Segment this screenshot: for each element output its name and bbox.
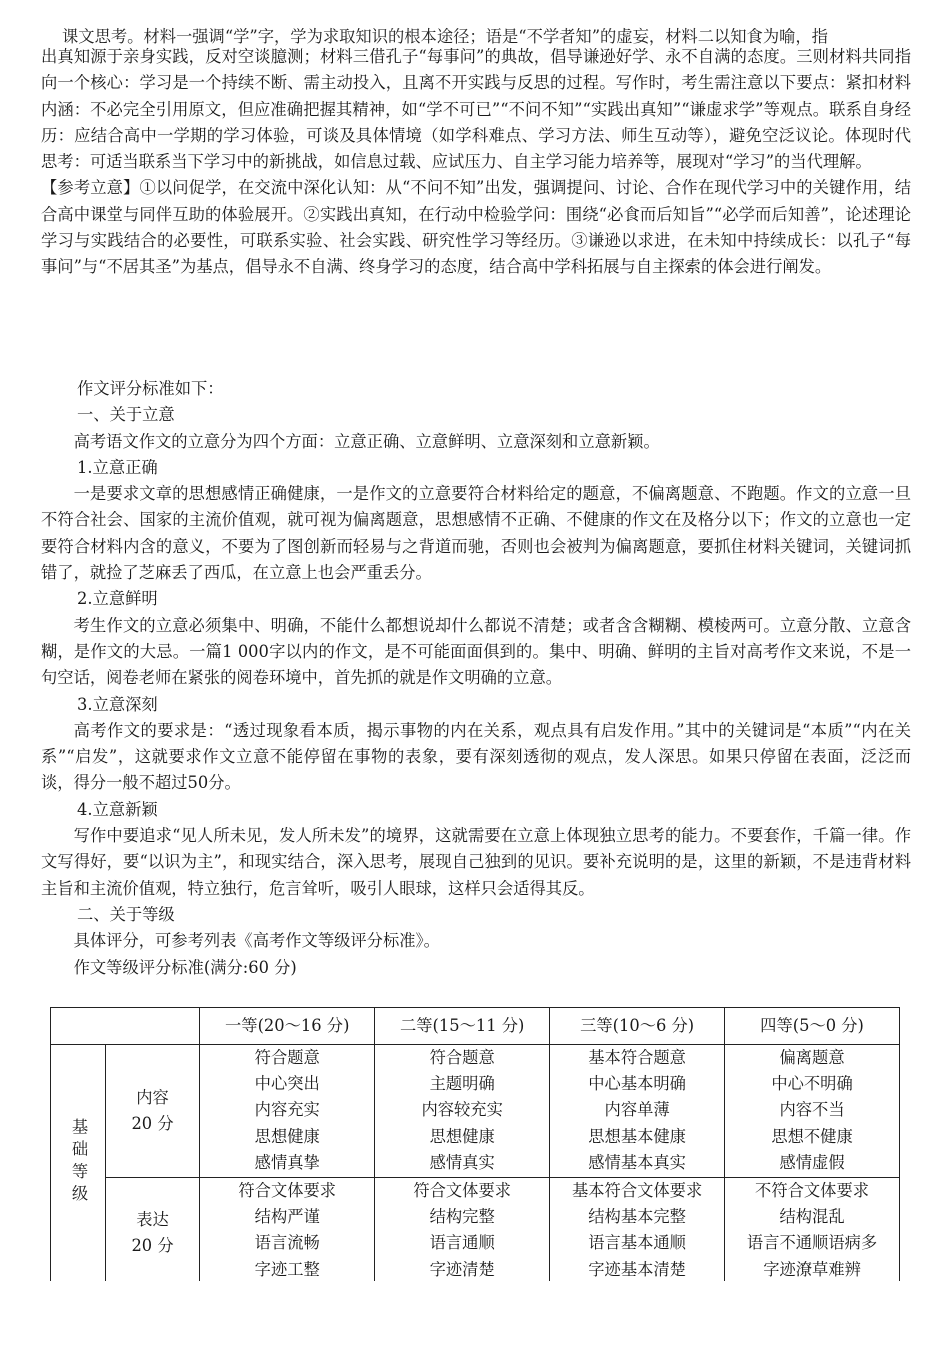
- criterion: 符合题意: [254, 1048, 320, 1067]
- criterion: 字迹清楚: [429, 1259, 495, 1279]
- group-label: 基础等级: [69, 1117, 88, 1207]
- cut-off-line: 课文思考。材料一强调“学”字，学为求取知识的根本途径；语是“不学者知”的虚妄，材料二以知食为喻，指: [62, 27, 828, 46]
- subsection-heading: 3.立意深刻: [77, 694, 158, 714]
- table-cell: [550, 1045, 725, 1178]
- section-body: 具体评分，可参考列表《高考作文等级评分标准》。: [73, 931, 440, 951]
- criterion: 感情真实: [429, 1152, 495, 1172]
- section-heading: 一、关于立意: [77, 405, 175, 425]
- criterion: 内容较充实: [421, 1100, 503, 1120]
- subsection-heading: 1.立意正确: [77, 457, 158, 477]
- criterion: 基本符合题意: [588, 1048, 686, 1067]
- criterion: 字迹工整: [254, 1259, 320, 1279]
- page-bottom-area: [0, 1281, 950, 1350]
- criterion: 中心基本明确: [588, 1074, 686, 1094]
- grading-title: 作文评分标准如下：: [77, 379, 224, 398]
- table-cell: [200, 1178, 375, 1289]
- row-score: 20 分: [131, 1236, 174, 1255]
- subsection-heading: 2.立意鲜明: [77, 589, 158, 609]
- group-label-cell: [51, 1045, 106, 1289]
- table-cell: [725, 1178, 900, 1289]
- table-header-cell: 一等(20～16 分): [200, 1008, 375, 1045]
- table-cell: [550, 1178, 725, 1289]
- reference-ideas-paragraph: 【参考立意】①以问促学，在交流中深化认知：从“不问不知”出发，强调提问、讨论、合作在现代学习中的关键作用，结合高中课堂与同伴互助的体验展开。②实践出真知，在行动中检验学问：围绕“必食而后知旨”“必学而后知善”，论述理论学习与实践结合的必要性，可联系实验、社会实践、研究性学习等经历。③谦逊以求进，在未知中持续成长：以孔子“每事问”与“不居其圣”为基点，倡导永不自满、终身学习的态度，结合高中学科拓展与自主探索的体会进行阐发。: [41, 178, 911, 277]
- criterion: 偏离题意: [779, 1048, 845, 1067]
- row-label-cell: [105, 1178, 199, 1289]
- criterion: 思想健康: [429, 1126, 495, 1146]
- criterion: 语言流畅: [254, 1233, 320, 1253]
- grading-table: [50, 1007, 900, 1289]
- section-intro: 高考语文作文的立意分为四个方面：立意正确、立意鲜明、立意深刻和立意新颖。: [73, 431, 660, 451]
- table-cell: [725, 1045, 900, 1178]
- table-header-cell: 三等(10～6 分): [550, 1008, 725, 1045]
- table-cell: [375, 1045, 550, 1178]
- table-corner-cell: [51, 1008, 200, 1045]
- criterion: 不符合文体要求: [755, 1181, 870, 1200]
- table-header-row: [51, 1008, 900, 1045]
- grading-section: [41, 376, 911, 981]
- table-header-cell: 四等(5～0 分): [725, 1008, 900, 1045]
- criterion: 内容单薄: [604, 1100, 670, 1120]
- table-cell: [200, 1045, 375, 1178]
- criterion: 结构完整: [429, 1207, 495, 1227]
- criterion: 思想不健康: [771, 1126, 853, 1146]
- row-label: 内容: [136, 1087, 169, 1107]
- subsection-body: 高考作文的要求是：“透过现象看本质，揭示事物的内在关系，观点具有启发作用。”其中的关键词是“本质”“内在关系”“启发”，这就要求作文立意不能停留在事物的表象，要有深刻透彻的观点，发人深思。如果只停留在表面，泛泛而谈，得分一般不超过50分。: [41, 720, 911, 793]
- table-title: 作文等级评分标准(满分:60 分): [73, 957, 297, 977]
- criterion: 结构基本完整: [588, 1207, 686, 1227]
- criterion: 语言不通顺语病多: [746, 1233, 878, 1253]
- criterion: 内容不当: [779, 1100, 845, 1120]
- table-cell: [375, 1178, 550, 1289]
- criterion: 字迹潦草难辨: [763, 1259, 861, 1279]
- criterion: 中心突出: [254, 1074, 320, 1094]
- row-label-cell: [105, 1045, 199, 1178]
- criterion: 符合文体要求: [238, 1181, 337, 1200]
- criterion: 基本符合文体要求: [571, 1181, 703, 1200]
- criterion: 符合题意: [429, 1048, 495, 1067]
- criterion: 内容充实: [254, 1100, 320, 1120]
- criterion: 感情真挚: [254, 1152, 320, 1172]
- row-score: 20 分: [131, 1114, 174, 1133]
- criterion: 思想基本健康: [588, 1126, 686, 1146]
- criterion: 结构混乱: [779, 1207, 845, 1227]
- table-row: [51, 1045, 900, 1178]
- criterion: 符合文体要求: [413, 1181, 512, 1200]
- criterion: 感情基本真实: [588, 1152, 686, 1172]
- subsection-body: 一是要求文章的思想感情正确健康，一是作文的立意要符合材料给定的题意，不偏离题意、不跑题。作文的立意一旦不符合社会、国家的主流价值观，就可视为偏离题意，思想感情不正确、不健康的作文在及格分以下；作文的立意也一定要符合材料内含的意义，不要为了图创新而轻易与之背道而驰，否则也会被判为偏离题意，要抓住材料关键词，关键词抓错了，就捡了芝麻丢了西瓜，在立意上也会严重丢分。: [41, 484, 911, 583]
- criterion: 思想健康: [254, 1126, 320, 1146]
- section-heading: 二、关于等级: [77, 904, 175, 924]
- criterion: 语言基本通顺: [588, 1233, 686, 1253]
- subsection-heading: 4.立意新颖: [77, 799, 158, 819]
- criterion: 中心不明确: [771, 1074, 853, 1094]
- subsection-body: 写作中要追求“见人所未见，发人所未发”的境界，这就需要在立意上体现独立思考的能力。不要套作，千篇一律。作文写得好，要“以识为主”，和现实结合，深入思考，展现自己独到的见识。要补充说明的是，这里的新颖，不是违背材料主旨和主流价值观，特立独行，危言耸听，吸引人眼球，这样只会适得其反。: [41, 826, 911, 898]
- table-header-cell: 二等(15～11 分): [375, 1008, 550, 1045]
- criterion: 字迹基本清楚: [588, 1259, 686, 1279]
- intro-section: [41, 27, 911, 281]
- criterion: 感情虚假: [779, 1152, 845, 1172]
- criterion: 语言通顺: [429, 1233, 495, 1253]
- subsection-body: 考生作文的立意必须集中、明确，不能什么都想说却什么都说不清楚；或者含含糊糊、模棱两可。立意分散、立意含糊，是作文的大忌。一篇1 000字以内的作文，是不可能面面俱到的。集中、明确、鲜明的主旨对高考作文来说，不是一句空话，阅卷老师在紧张的阅卷环境中，首先抓的就是作文明确的立意。: [41, 615, 911, 688]
- intro-paragraph: 出真知源于亲身实践，反对空谈臆测；材料三借孔子“每事问”的典故，倡导谦逊好学、永不自满的态度。三则材料共同指向一个核心：学习是一个持续不断、需主动投入，且离不开实践与反思的过程。写作时，考生需注意以下要点：紧扣材料内涵：不必完全引用原文，但应准确把握其精神，如“学不可已”“不问不知”“实践出真知”“谦虚求学”等观点。联系自身经历：应结合高中一学期的学习体验，可谈及具体情境（如学科难点、学习方法、师生互动等），避免空泛议论。体现时代思考：可适当联系当下学习中的新挑战，如信息过载、应试压力、自主学习能力培养等，展现对“学习”的当代理解。: [41, 47, 911, 172]
- row-label: 表达: [136, 1209, 169, 1229]
- criterion: 主题明确: [429, 1074, 495, 1094]
- criterion: 结构严谨: [254, 1207, 320, 1227]
- table-row: [51, 1178, 900, 1289]
